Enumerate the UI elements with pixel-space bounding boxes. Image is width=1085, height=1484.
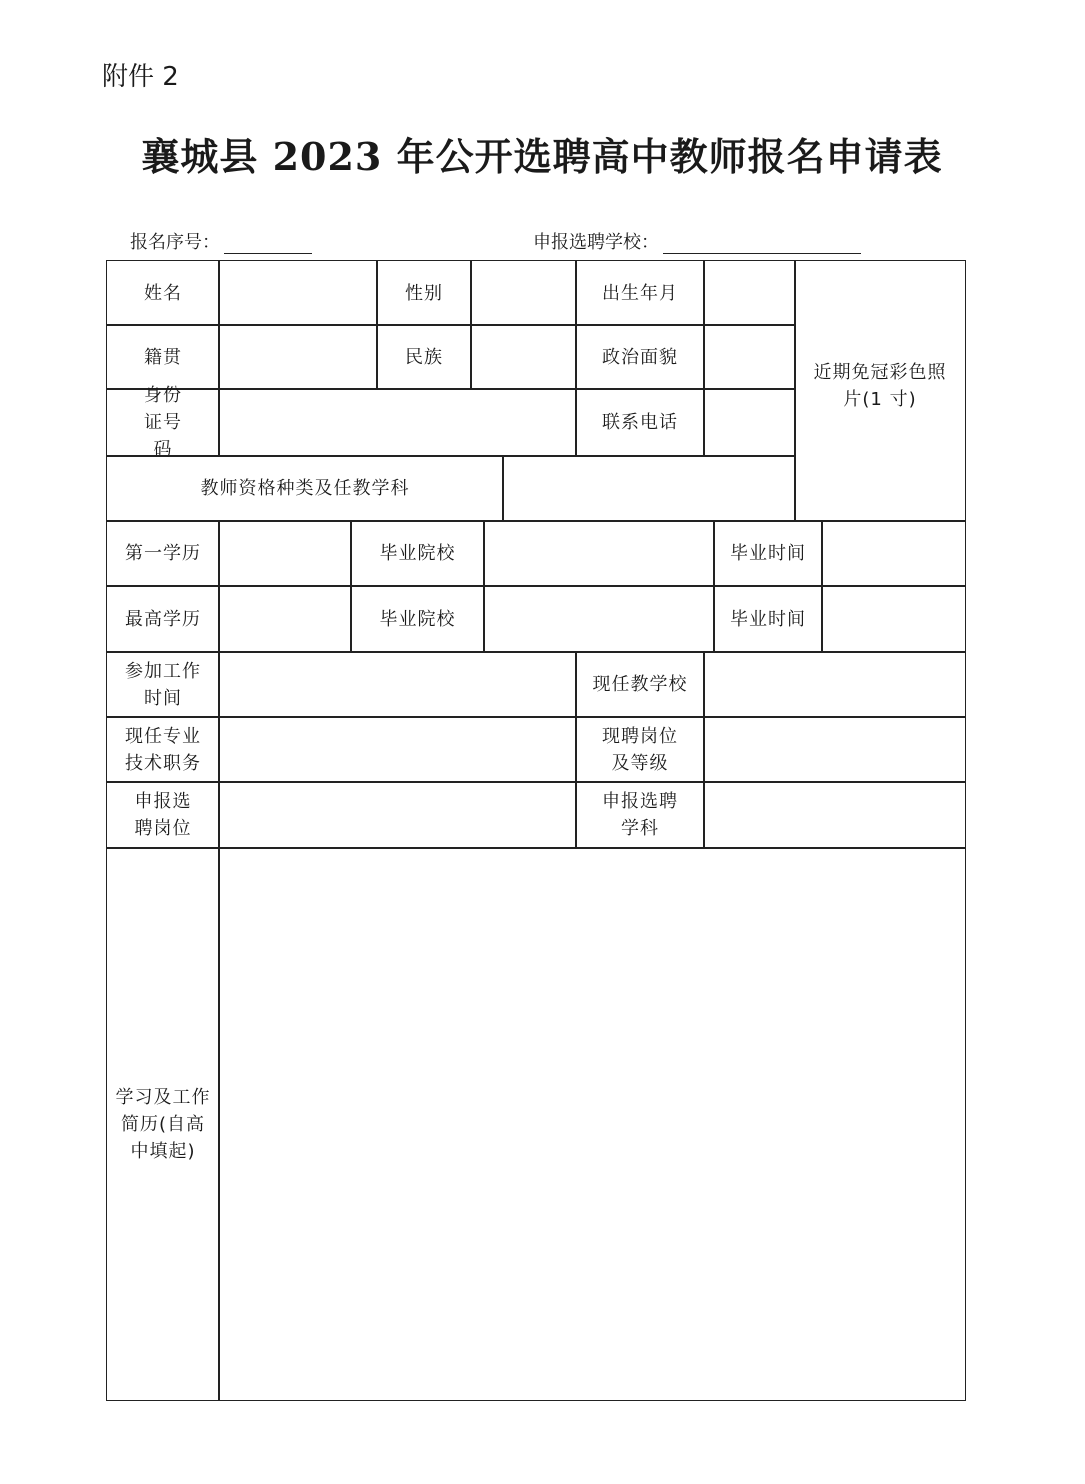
first-degree-input-cell[interactable] xyxy=(218,520,352,587)
apply-subject-label: 申报选聘学科 xyxy=(575,781,705,849)
gender-label: 性别 xyxy=(376,260,472,326)
apply-post-label: 申报选聘岗位 xyxy=(106,781,220,849)
teacher-qualification-label: 教师资格种类及任教学科 xyxy=(106,455,504,522)
current-title-input-cell[interactable] xyxy=(218,716,577,783)
current-school-input-cell[interactable] xyxy=(703,651,966,718)
current-post-input-cell[interactable] xyxy=(703,716,966,783)
highest-degree-input-cell[interactable] xyxy=(218,585,352,653)
first-grad-school-label: 毕业院校 xyxy=(350,520,485,587)
current-post-label: 现聘岗位及等级 xyxy=(575,716,705,783)
page-title: 襄城县 2023 年公开选聘高中教师报名申请表 xyxy=(141,134,943,179)
birth-input-cell[interactable] xyxy=(703,260,796,326)
first-grad-time-input-cell[interactable] xyxy=(821,520,966,587)
first-degree-label: 第一学历 xyxy=(106,520,220,587)
first-grad-time-label: 毕业时间 xyxy=(713,520,823,587)
highest-grad-time-label: 毕业时间 xyxy=(713,585,823,653)
ethnicity-input-cell[interactable] xyxy=(470,324,577,390)
apply-subject-input-cell[interactable] xyxy=(703,781,966,849)
political-status-label: 政治面貌 xyxy=(575,324,705,390)
current-school-label: 现任教学校 xyxy=(575,651,705,718)
apply-school-label: 申报选聘学校： xyxy=(533,232,659,253)
id-number-input-cell[interactable] xyxy=(218,388,577,457)
native-place-label: 籍贯 xyxy=(106,324,220,390)
photo-cell[interactable] xyxy=(794,260,966,522)
highest-grad-school-label: 毕业院校 xyxy=(350,585,485,653)
highest-degree-label: 最高学历 xyxy=(106,585,220,653)
highest-grad-time-input-cell[interactable] xyxy=(821,585,966,653)
teacher-qualification-input-cell[interactable] xyxy=(502,455,796,522)
gender-input-cell[interactable] xyxy=(470,260,577,326)
phone-input-cell[interactable] xyxy=(703,388,796,457)
birth-label: 出生年月 xyxy=(575,260,705,326)
phone-label: 联系电话 xyxy=(575,388,705,457)
work-start-input-cell[interactable] xyxy=(218,651,577,718)
attachment-label: 附件 2 xyxy=(102,62,179,92)
resume-label: 学习及工作简历(自高中填起) xyxy=(106,847,220,1401)
registration-number-label: 报名序号： xyxy=(130,232,220,253)
first-grad-school-input-cell[interactable] xyxy=(483,520,715,587)
ethnicity-label: 民族 xyxy=(376,324,472,390)
highest-grad-school-input-cell[interactable] xyxy=(483,585,715,653)
resume-input-cell[interactable] xyxy=(218,847,966,1401)
work-start-label: 参加工作时间 xyxy=(106,651,220,718)
id-number-label: 身份证号码 xyxy=(106,388,220,457)
photo-label: 近期免冠彩色照片(1 寸) xyxy=(813,362,947,410)
political-status-input-cell[interactable] xyxy=(703,324,796,390)
current-title-label: 现任专业技术职务 xyxy=(106,716,220,783)
apply-post-input-cell[interactable] xyxy=(218,781,577,849)
native-place-input-cell[interactable] xyxy=(218,324,378,390)
name-label: 姓名 xyxy=(106,260,220,326)
name-input-cell[interactable] xyxy=(218,260,378,326)
